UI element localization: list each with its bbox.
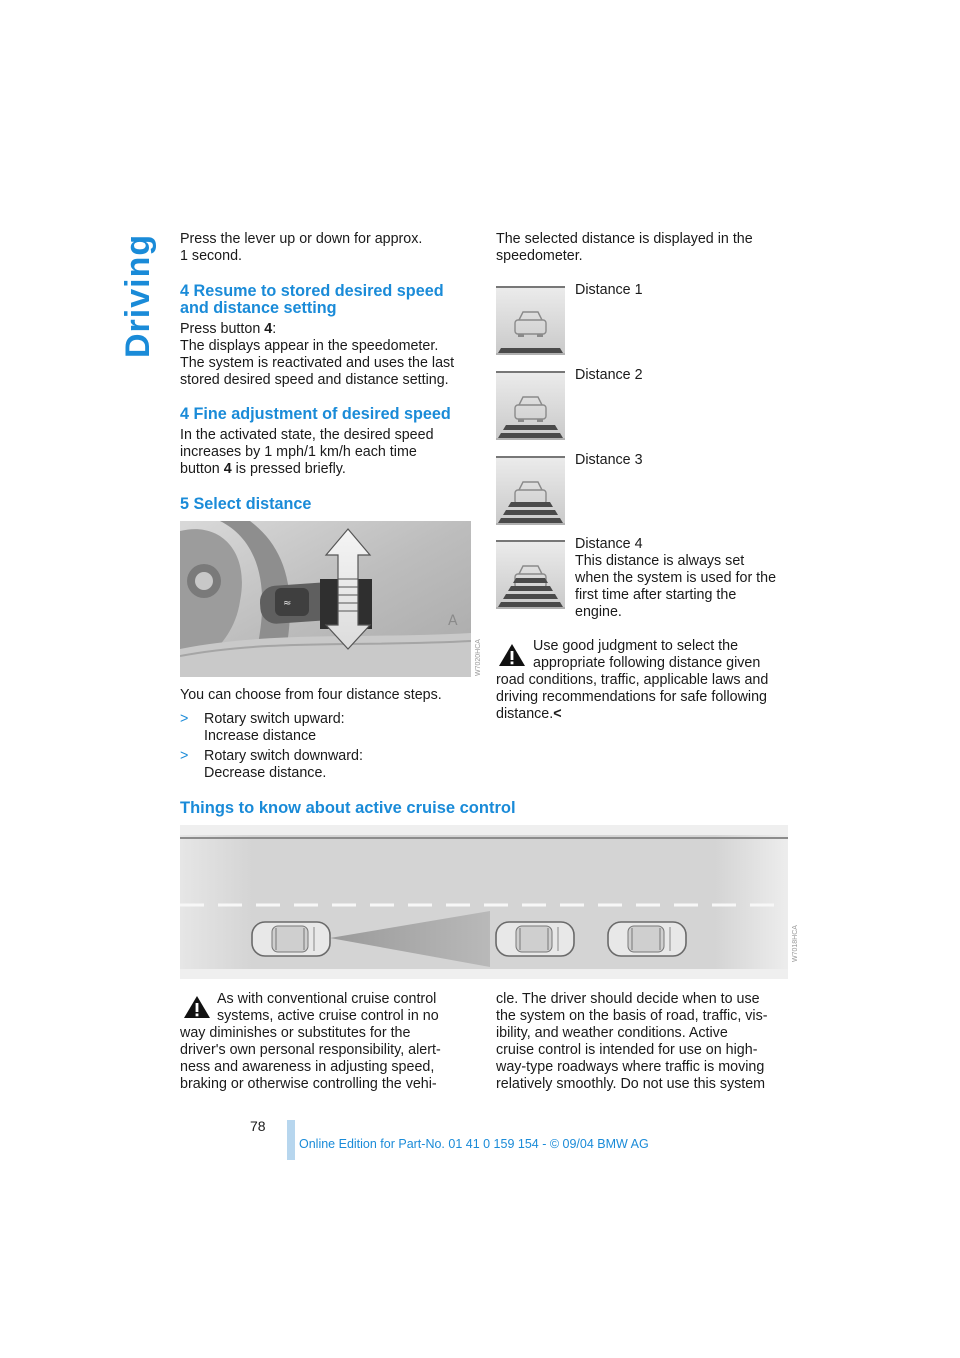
warning-line: braking or otherwise controlling the vehi- <box>180 1076 437 1092</box>
heading-line: 5 Select distance <box>180 495 312 513</box>
intro-line: 1 second. <box>180 248 242 264</box>
svg-text:≈: ≈ <box>283 598 292 609</box>
resume-line: Press button 4: <box>180 321 277 337</box>
distance-display-icon <box>496 371 565 440</box>
bullet-line: Rotary switch downward: <box>204 748 363 764</box>
road-code: W7018HCA <box>792 925 799 962</box>
distance-4-note-line: first time after starting the <box>575 587 737 603</box>
lever-photo <box>180 521 471 677</box>
distance-bar <box>498 348 563 353</box>
distance-bar <box>508 586 553 591</box>
cruise-right-paragraph <box>496 991 796 1093</box>
fine-paragraph <box>180 427 480 478</box>
distance-2-label: Distance 2 <box>575 367 643 383</box>
paragraph-line: relatively smoothly. Do not use this system <box>496 1076 766 1092</box>
paragraph-line: cle. The driver should decide when to use <box>496 991 760 1007</box>
warning-line: appropriate following distance given <box>533 655 761 671</box>
distance-display-icon <box>496 540 565 609</box>
bullet-marker: > <box>180 748 189 764</box>
footer-bar <box>287 1120 295 1160</box>
heading-line: and distance setting <box>180 299 337 317</box>
footer-edition-text: Online Edition for Part-No. 01 41 0 159 154 - © 09/04 BMW AG <box>299 1137 649 1151</box>
paragraph-line: way-type roadways where traffic is moving <box>496 1059 765 1075</box>
cruise-warning-paragraph <box>180 991 480 1093</box>
distance-4-text <box>575 536 795 621</box>
bullet-line: Increase distance <box>204 728 317 744</box>
distance-1-label: Distance 1 <box>575 282 643 298</box>
distance-bar <box>498 602 563 607</box>
intro-line: speedometer. <box>496 248 583 264</box>
warning-line: distance.< <box>496 706 562 722</box>
warning-line: way diminishes or substitutes for the <box>180 1025 411 1041</box>
distance-bar <box>513 578 548 583</box>
heading-fine-adjust <box>180 406 480 423</box>
distance-4-image <box>496 540 565 609</box>
section-side-title <box>118 228 158 358</box>
paragraph-line: cruise control is intended for use on high- <box>496 1042 758 1058</box>
heading-select-distance <box>180 496 480 513</box>
distance-3-image <box>496 456 565 525</box>
choose-line: You can choose from four distance steps. <box>180 687 442 703</box>
intro-line: Press the lever up or down for approx. <box>180 231 423 247</box>
distance-4-label: Distance 4 <box>575 536 643 552</box>
section-title: Driving <box>119 233 157 358</box>
resume-line: stored desired speed and distance setting. <box>180 372 449 388</box>
distance-4-note-line: engine. <box>575 604 622 620</box>
warning-line: road conditions, traffic, applicable laws and <box>496 672 769 688</box>
heading-line: 4 Fine adjustment of desired speed <box>180 405 451 423</box>
bullet-line: Rotary switch upward: <box>204 711 345 727</box>
heading-resume <box>180 283 480 317</box>
photo-code: W7020HCA <box>475 639 482 676</box>
distance-4-note-line: This distance is always set <box>575 553 745 569</box>
distance-display-icon <box>496 456 565 525</box>
road-diagram <box>180 825 788 979</box>
intro-line: The selected distance is displayed in the <box>496 231 753 247</box>
resume-paragraph <box>180 321 480 389</box>
paragraph-line: ibility, and weather conditions. Active <box>496 1025 728 1041</box>
lever-illustration <box>180 521 471 677</box>
choose-paragraph <box>180 687 480 704</box>
warning-line: driver's own personal responsibility, alert- <box>180 1042 441 1058</box>
distance-4-note-line: when the system is used for the <box>575 570 777 586</box>
distance-bar <box>503 594 558 599</box>
bullet-item <box>180 748 480 782</box>
distance-bar <box>498 518 563 523</box>
svg-text:A: A <box>448 613 458 629</box>
heading-line: 4 Resume to stored desired speed <box>180 282 444 300</box>
road-illustration <box>180 825 788 979</box>
page-number: 78 <box>250 1118 266 1134</box>
fine-line: increases by 1 mph/1 km/h each time <box>180 444 417 460</box>
warning-line: driving recommendations for safe following <box>496 689 767 705</box>
distance-1-image <box>496 286 565 355</box>
bullet-line: Decrease distance. <box>204 765 327 781</box>
heading-things-to-know: Things to know about active cruise control <box>180 799 516 817</box>
distance-bar <box>503 425 558 430</box>
intro-paragraph <box>180 231 480 265</box>
fine-line: In the activated state, the desired speed <box>180 427 434 443</box>
distance-display-icon <box>496 286 565 355</box>
distance-3-label: Distance 3 <box>575 452 643 468</box>
fine-line: button 4 is pressed briefly. <box>180 461 346 477</box>
distance-bar <box>498 433 563 438</box>
warning-paragraph <box>496 638 796 723</box>
warning-line: As with conventional cruise control <box>217 991 437 1007</box>
paragraph-line: the system on the basis of road, traffic, vis- <box>496 1008 768 1024</box>
distance-bar <box>503 510 558 515</box>
warning-line: ness and awareness in adjusting speed, <box>180 1059 435 1075</box>
bullet-marker: > <box>180 711 189 727</box>
warning-line: Use good judgment to select the <box>533 638 739 654</box>
distance-bar <box>508 502 553 507</box>
resume-line: The system is reactivated and uses the last <box>180 355 455 371</box>
resume-line: The displays appear in the speedometer. <box>180 338 439 354</box>
distance-2-image <box>496 371 565 440</box>
right-intro-paragraph <box>496 231 796 265</box>
bullet-item <box>180 711 480 745</box>
warning-line: systems, active cruise control in no <box>217 1008 439 1024</box>
